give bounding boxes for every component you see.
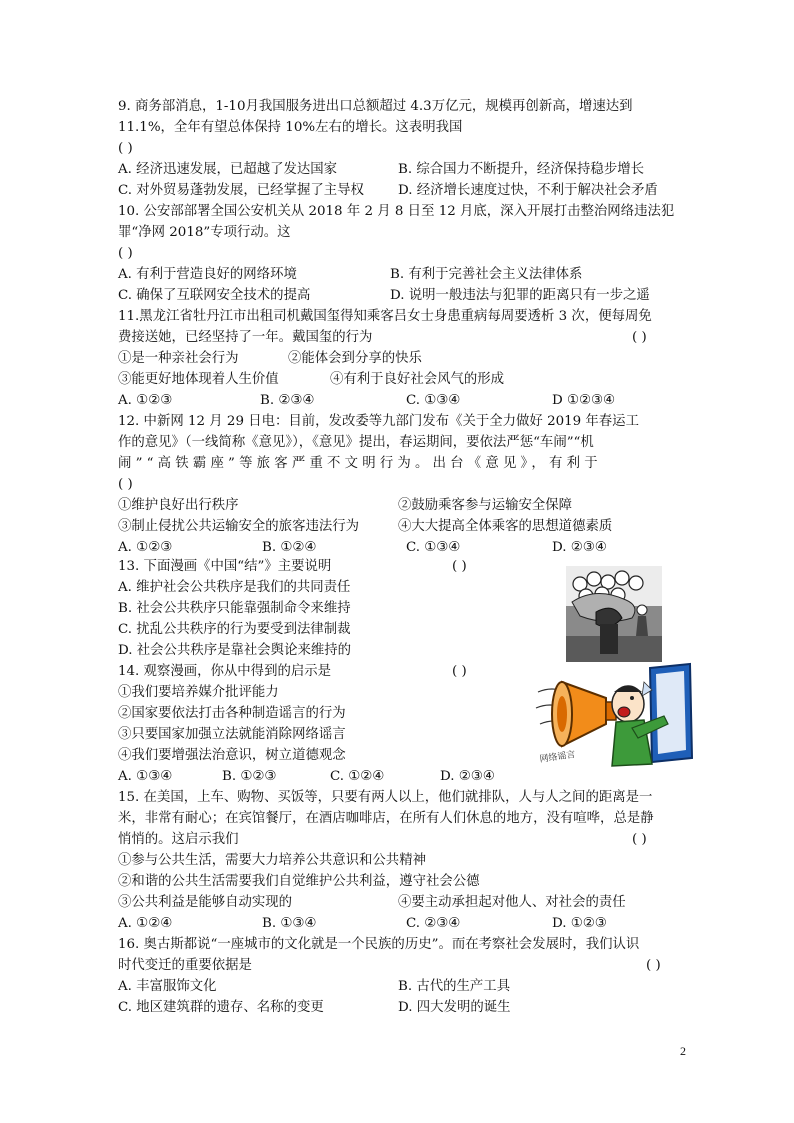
q13-stem: 13. 下面漫画《中国“结”》主要说明 (118, 559, 332, 574)
q11-stem-line2: 费接送她，已经坚持了一年。戴国玺的行为 (118, 330, 373, 345)
rumor-cartoon-caption: 网络谣言 (539, 750, 577, 765)
q9-stem-line1: 9. 商务部消息，1-10月我国服务进出口总额超过 4.3万亿元，规模再创新高，增速达到 (118, 99, 633, 114)
q15-stem-line2: 米，非常有耐心；在宾馆餐厅，在酒店咖啡店，在所有人们休息的地方，没有喧哗，总是静 (118, 811, 654, 826)
q12-statement-4: ④大大提高全体乘客的思想道德素质 (398, 519, 613, 534)
q11-option-a[interactable]: A. ①②③ (118, 393, 173, 408)
q15-option-b[interactable]: B. ①③④ (262, 916, 317, 931)
q10-stem-line1: 10. 公安部部署全国公安机关从 2018 年 2 月 8 日至 12 月底，深入开展打击整治网络违法犯 (118, 204, 675, 219)
q9-option-d[interactable]: D. 经济增长速度过快，不利于解决社会矛盾 (398, 183, 658, 198)
q14-option-b[interactable]: B. ①②③ (222, 769, 277, 784)
q16-option-d[interactable]: D. 四大发明的诞生 (398, 1000, 511, 1015)
q12-statement-3: ③制止侵扰公共运输安全的旅客违法行为 (118, 519, 360, 534)
q12-stem-line2: 作的意见》（一线简称《意见》），《意见》提出，春运期间，要依法严惩“车闹”“机 (118, 435, 594, 450)
q11-statement-1: ①是一种亲社会行为 (118, 351, 239, 366)
q9-option-b[interactable]: B. 综合国力不断提升，经济保持稳步增长 (398, 162, 644, 177)
q12-stem-line3: 闹”“高铁霸座”等旅客严重不文明行为。出台《意见》，有利于 (118, 456, 602, 471)
q9-option-a[interactable]: A. 经济迅速发展，已超越了发达国家 (118, 162, 338, 177)
q15-statement-4: ④要主动承担起对他人、对社会的责任 (398, 895, 626, 910)
q15-stem-line3: 悄悄的。这启示我们 (118, 832, 239, 847)
q15-statement-1: ①参与公共生活，需要大力培养公共意识和公共精神 (118, 853, 426, 868)
q14-option-d[interactable]: D. ②③④ (440, 769, 495, 784)
q14-statement-4: ④我们要增强法治意识，树立道德观念 (118, 748, 346, 763)
q11-statement-2: ②能体会到分享的快乐 (288, 351, 422, 366)
q16-stem-line2: 时代变迁的重要依据是 (118, 958, 252, 973)
q15-option-d[interactable]: D. ①②③ (552, 916, 607, 931)
q12-stem-line1: 12. 中新网 12 月 29 日电：目前，发改委等九部门发布《关于全力做好 2019 年春运工 (118, 414, 639, 429)
q14-statement-3: ③只要国家加强立法就能消除网络谣言 (118, 727, 346, 742)
q11-option-d[interactable]: D ①②③④ (552, 393, 616, 408)
knot-cartoon-image (566, 566, 662, 664)
q15-statement-3: ③公共利益是能够自动实现的 (118, 895, 293, 910)
q10-answer-paren[interactable]: ( ) (118, 246, 133, 261)
q11-statement-4: ④有利于良好社会风气的形成 (330, 372, 505, 387)
q12-answer-paren[interactable]: ( ) (118, 477, 133, 492)
rumor-megaphone-cartoon-image (532, 662, 696, 774)
q16-stem-line1: 16. 奥古斯都说“一座城市的文化就是一个民族的历史”。而在考察社会发展时，我们认识 (118, 937, 640, 952)
q16-answer-paren[interactable]: ( ) (646, 958, 661, 973)
q10-option-c[interactable]: C. 确保了互联网安全技术的提高 (118, 288, 311, 303)
q16-option-b[interactable]: B. 古代的生产工具 (398, 979, 511, 994)
q16-option-c[interactable]: C. 地区建筑群的遗存、名称的变更 (118, 1000, 324, 1015)
q14-option-a[interactable]: A. ①③④ (118, 769, 173, 784)
q11-statement-3: ③能更好地体现着人生价值 (118, 372, 279, 387)
q9-answer-paren[interactable]: ( ) (118, 141, 133, 156)
q14-stem: 14. 观察漫画，你从中得到的启示是 (118, 664, 332, 679)
q11-stem-line1: 11.黑龙江省牡丹江市出租司机戴国玺得知乘客吕女士身患重病每周要透析 3 次，便每周免 (118, 309, 652, 324)
q14-statement-2: ②国家要依法打击各种制造谣言的行为 (118, 706, 346, 721)
page-number: 2 (680, 1044, 686, 1058)
q14-option-c[interactable]: C. ①②④ (330, 769, 385, 784)
q15-stem-line1: 15. 在美国，上车、购物、买饭等，只要有两人以上，他们就排队，人与人之间的距离是一 (118, 790, 653, 805)
q12-option-b[interactable]: B. ①②④ (262, 540, 317, 555)
q12-statement-2: ②鼓励乘客参与运输安全保障 (398, 498, 573, 513)
q15-answer-paren[interactable]: ( ) (632, 832, 647, 847)
q13-answer-paren[interactable]: ( ) (452, 559, 467, 574)
q12-option-d[interactable]: D. ②③④ (552, 540, 607, 555)
q15-statement-2: ②和谐的公共生活需要我们自觉维护公共利益，遵守社会公德 (118, 874, 480, 889)
q13-option-d[interactable]: D. 社会公共秩序是靠社会舆论来维持的 (118, 643, 352, 658)
q10-stem-line2: 罪“净网 2018”专项行动。这 (118, 225, 291, 240)
q16-option-a[interactable]: A. 丰富服饰文化 (118, 979, 217, 994)
q15-option-a[interactable]: A. ①②④ (118, 916, 173, 931)
q9-option-c[interactable]: C. 对外贸易蓬勃发展，已经掌握了主导权 (118, 183, 364, 198)
q10-option-d[interactable]: D. 说明一般违法与犯罪的距离只有一步之遥 (390, 288, 650, 303)
q11-option-c[interactable]: C. ①③④ (406, 393, 461, 408)
q12-option-c[interactable]: C. ①③④ (406, 540, 461, 555)
q10-option-a[interactable]: A. 有利于营造良好的网络环境 (118, 267, 297, 282)
q11-answer-paren[interactable]: ( ) (632, 330, 647, 345)
q10-option-b[interactable]: B. 有利于完善社会主义法律体系 (390, 267, 583, 282)
q14-statement-1: ①我们要培养媒介批评能力 (118, 685, 279, 700)
q15-option-c[interactable]: C. ②③④ (406, 916, 461, 931)
q13-option-c[interactable]: C. 扰乱公共秩序的行为要受到法律制裁 (118, 622, 351, 637)
q11-option-b[interactable]: B. ②③④ (260, 393, 315, 408)
q14-answer-paren[interactable]: ( ) (452, 664, 467, 679)
q12-statement-1: ①维护良好出行秩序 (118, 498, 239, 513)
q9-stem-line2: 11.1%，全年有望总体保持 10%左右的增长。这表明我国 (118, 120, 463, 135)
q12-option-a[interactable]: A. ①②③ (118, 540, 173, 555)
q13-option-a[interactable]: A. 维护社会公共秩序是我们的共同责任 (118, 580, 351, 595)
q13-option-b[interactable]: B. 社会公共秩序只能靠强制命令来维持 (118, 601, 351, 616)
